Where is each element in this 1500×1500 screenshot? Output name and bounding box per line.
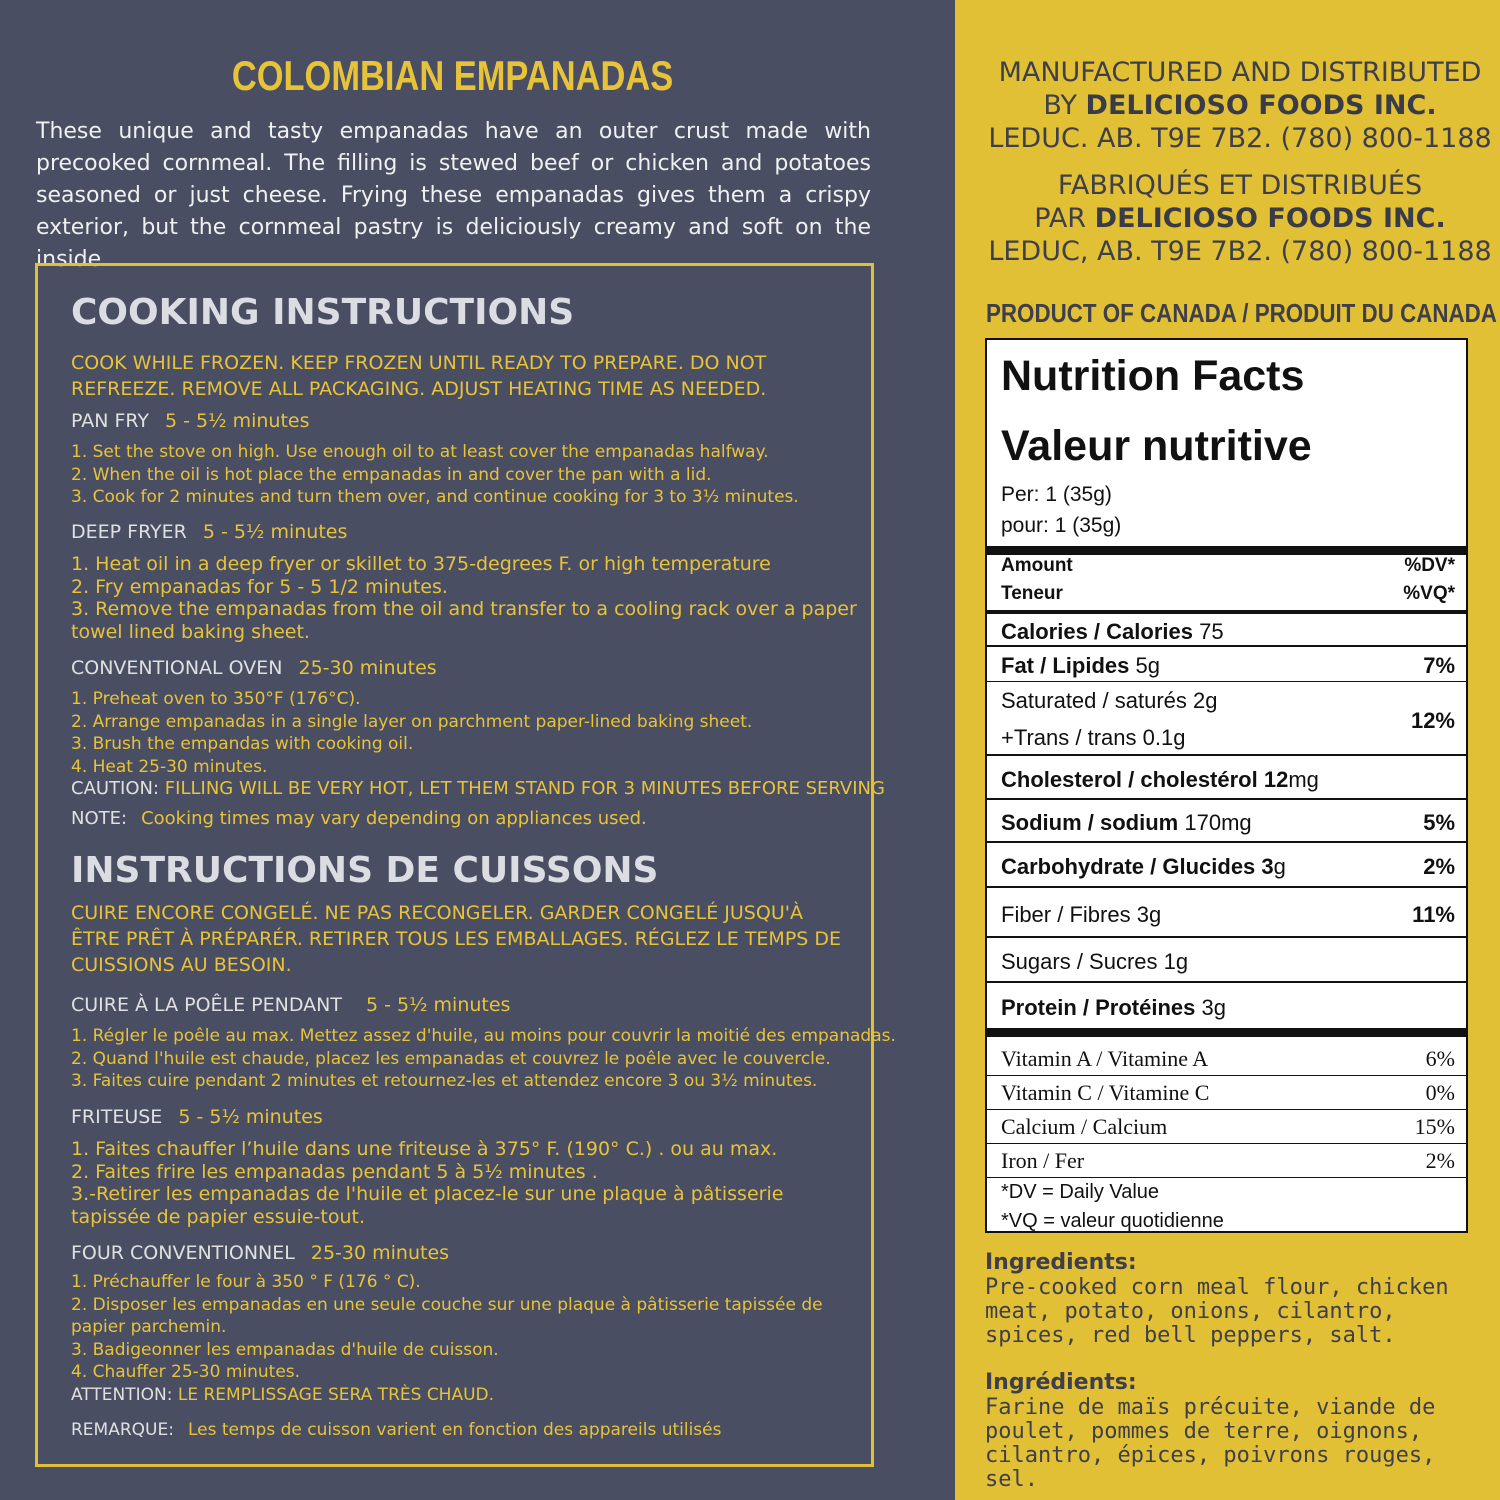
saturated-label: Saturated / saturés — [1001, 688, 1187, 713]
step: 2. Arrange empanadas in a single layer on parchment paper-lined baking sheet. — [71, 711, 753, 732]
friteuse-steps — [71, 1138, 861, 1228]
caps-line: ÊTRE PRÊT À PRÉPARÉR. RETIRER TOUS LES EMBALLAGES. RÉGLEZ LE TEMPS DE — [71, 928, 842, 950]
company-name: DELICIOSO FOODS INC. — [1085, 90, 1437, 121]
amount-header — [1001, 555, 1455, 577]
method-label: FRITEUSE — [71, 1106, 163, 1128]
fiber-dv: 11% — [1412, 902, 1455, 927]
footnote-dv: *DV = Daily Value — [1001, 1181, 1160, 1203]
trans-label: +Trans / trans — [1001, 725, 1137, 750]
cooking-instructions-heading: COOKING INSTRUCTIONS — [71, 292, 575, 333]
method-time: 5 - 5½ minutes — [165, 410, 310, 432]
product-title: COLOMBIAN EMPANADAS — [231, 52, 674, 99]
rule — [987, 681, 1466, 682]
teneur-label: Teneur — [1001, 583, 1063, 604]
sodium-label: Sodium / sodium — [1001, 810, 1179, 835]
rule — [987, 1143, 1466, 1144]
four-steps — [71, 1271, 861, 1406]
sugars-label: Sugars / Sucres — [1001, 949, 1158, 974]
fiber-row — [1001, 902, 1455, 928]
oven-heading — [71, 657, 437, 679]
calories-label: Calories / Calories — [1001, 619, 1193, 644]
saturated-dv: 12% — [1410, 708, 1455, 733]
cooking-instructions-caps — [71, 350, 861, 402]
caps-line: CUIRE ENCORE CONGELÉ. NE PAS RECONGELER. GARDER CONGELÉ JUSQU'À — [71, 902, 803, 924]
note-label: REMARQUE: — [71, 1420, 174, 1440]
step: 2. Faites frire les empanadas pendant 5 à 5½ minutes . — [71, 1160, 598, 1183]
carbohydrate-number: 3 — [1261, 854, 1274, 879]
serving-fr: pour: 1 (35g) — [1001, 514, 1122, 537]
step: 1. Heat oil in a deep fryer or skillet to 375-degrees F. or high temperature — [71, 553, 771, 575]
step: 3. Cook for 2 minutes and turn them over, and continue cooking for 3 to 3½ minutes. — [71, 487, 799, 507]
sodium-dv: 5% — [1423, 810, 1455, 835]
sugars-row — [1001, 949, 1455, 975]
step: 1. Preheat oven to 350°F (176°C). — [71, 689, 361, 709]
step: 4. Chauffer 25-30 minutes. — [71, 1362, 301, 1382]
manufacturer-fr — [985, 169, 1495, 268]
company-name: DELICIOSO FOODS INC. — [1094, 203, 1446, 234]
calories-row — [1001, 619, 1455, 645]
protein-value: 3g — [1201, 995, 1226, 1020]
method-time: 25-30 minutes — [310, 1242, 450, 1264]
mfg-address: LEDUC. AB. T9E 7B2. (780) 800-1188 — [988, 123, 1492, 154]
serving-en: Per: 1 (35g) — [1001, 483, 1112, 506]
dv-footnote — [1001, 1178, 1224, 1236]
note — [71, 808, 647, 829]
instructions-fr-heading: INSTRUCTIONS DE CUISSONS — [71, 850, 659, 891]
thick-rule — [987, 546, 1466, 555]
caution-text: LE REMPLISSAGE SERA TRÈS CHAUD. — [177, 1384, 495, 1405]
saturated-row — [1001, 688, 1455, 714]
fat-value: 5g — [1135, 653, 1160, 678]
rule — [987, 1109, 1466, 1110]
vitamin-name: Calcium / Calcium — [1001, 1114, 1168, 1139]
step: 3. Remove the empanadas from the oil and transfer to a cooling rack over a paper towel lined baking sheet. — [71, 598, 857, 643]
footnote-vq: *VQ = valeur quotidienne — [1001, 1210, 1224, 1232]
cooking-instructions-box — [35, 263, 896, 1467]
vitamin-name: Vitamin A / Vitamine A — [1001, 1046, 1209, 1071]
manufacturer-en — [985, 56, 1495, 155]
rule — [987, 841, 1466, 843]
vitamin-value: 0% — [1425, 1080, 1455, 1105]
method-time: 5 - 5½ minutes — [202, 521, 348, 543]
step: 3. Faites cuire pendant 2 minutes et retournez-les et attendez encore 3 ou 3½ minutes. — [71, 1071, 818, 1091]
step: 1. Set the stove on high. Use enough oil to at least cover the empanadas halfway. — [71, 442, 769, 462]
sodium-row — [1001, 810, 1455, 836]
caution-text: FILLING WILL BE VERY HOT, LET THEM STAND FOR 3 MINUTES BEFORE SERVING — [164, 778, 885, 799]
step: 3.-Retirer les empanadas de l'huile et placez-le sur une plaque à pâtisserie tapissée de papier essuie-tout. — [71, 1183, 784, 1228]
method-time: 25-30 minutes — [298, 657, 437, 679]
sugars-value: 1g — [1163, 949, 1189, 974]
ingredients-en: Pre-cooked corn meal flour, chicken meat, potato, onions, cilantro, spices, red bell peppers, salt. — [985, 1275, 1449, 1348]
method-label: FOUR CONVENTIONNEL — [71, 1242, 295, 1264]
friteuse-heading — [71, 1106, 323, 1128]
step: 2. Quand l'huile est chaude, placez les empanadas et couvrez le poêle avec le couvercle. — [71, 1048, 831, 1069]
mfg-by: PAR — [1034, 203, 1087, 234]
caps-line: CUISSIONS AU BESOIN. — [71, 954, 292, 976]
method-label: CUIRE À LA POÊLE PENDANT — [71, 994, 342, 1016]
caution-label: CAUTION: — [71, 778, 160, 799]
carbohydrate-dv: 2% — [1423, 854, 1455, 879]
note-text: Cooking times may vary depending on appliances used. — [141, 808, 647, 829]
product-description: These unique and tasty empanadas have an outer crust made with precooked cornmeal. The filling is stewed beef or chicken and potatoes seasoned or just cheese. Frying these empanadas gives them a crispy exterior, but the cornmeal pastry is deliciously creamy and soft on the inside — [36, 119, 871, 272]
four-heading — [71, 1242, 449, 1264]
pan-fry-heading — [71, 410, 310, 432]
fat-label: Fat / Lipides — [1001, 653, 1130, 678]
vitamin-name: Vitamin C / Vitamine C — [1001, 1080, 1210, 1105]
deep-fryer-heading — [71, 521, 347, 543]
cholesterol-unit: mg — [1288, 767, 1319, 792]
nutrition-title-en: Nutrition Facts — [1001, 352, 1305, 400]
carbohydrate-unit: g — [1273, 854, 1286, 879]
rule — [987, 1075, 1466, 1076]
vitamin-name: Iron / Fer — [1001, 1148, 1085, 1173]
fat-row — [1001, 653, 1455, 679]
method-time: 5 - 5½ minutes — [178, 1106, 323, 1128]
remarque — [71, 1420, 722, 1440]
nutrition-title-fr: Valeur nutritive — [1001, 422, 1312, 470]
method-label: CONVENTIONAL OVEN — [71, 657, 283, 679]
step: 3. Brush the empandas with cooking oil. — [71, 734, 414, 754]
poele-heading — [71, 994, 510, 1016]
vitamin-value: 6% — [1425, 1046, 1455, 1071]
mfg-line: FABRIQUÉS ET DISTRIBUÉS — [1057, 170, 1423, 201]
thick-rule — [987, 1028, 1466, 1037]
rule — [987, 886, 1466, 888]
carbohydrate-row — [1001, 854, 1455, 880]
sodium-value: 170mg — [1184, 810, 1252, 835]
saturated-value: 2g — [1193, 688, 1218, 713]
product-of-canada: PRODUCT OF CANADA / PRODUIT DU CANADA — [986, 298, 1497, 328]
ingredients-fr: Farine de maïs précuite, viande de poulet, pommes de terre, oignons, cilantro, épices, poivrons rouges, sel. — [985, 1395, 1436, 1492]
pan-fry-steps — [71, 441, 861, 509]
step: 2. When the oil is hot place the empanadas in and cover the pan with a lid. — [71, 464, 712, 485]
fat-dv: 7% — [1423, 653, 1455, 678]
vitamin-value: 15% — [1414, 1114, 1455, 1139]
instructions-fr-caps — [71, 900, 861, 978]
step: 2. Disposer les empanadas en une seule couche sur une plaque à pâtisserie tapissée de papier parchemin. — [71, 1294, 823, 1337]
medium-rule — [987, 610, 1466, 614]
step: 1. Régler le poêle au max. Mettez assez d'huile, au moins pour couvrir la moitié des empanadas. — [71, 1026, 896, 1046]
fiber-value: 3g — [1136, 902, 1162, 927]
mfg-address: LEDUC, AB. T9E 7B2. (780) 800-1188 — [988, 236, 1492, 267]
deep-fryer-steps — [71, 553, 861, 643]
amount-label: Amount — [1001, 555, 1073, 576]
vitamin-row — [1001, 1148, 1455, 1174]
caps-line: COOK WHILE FROZEN. KEEP FROZEN UNTIL READY TO PREPARE. DO NOT — [71, 352, 767, 374]
step: 3. Badigeonner les empanadas d'huile de cuisson. — [71, 1339, 499, 1360]
trans-row — [1001, 725, 1455, 751]
nutrition-facts-table — [985, 338, 1468, 1233]
dv-label: %DV* — [1404, 555, 1455, 576]
caps-line: REFREEZE. REMOVE ALL PACKAGING. ADJUST HEATING TIME AS NEEDED. — [71, 378, 767, 400]
poele-steps — [71, 1025, 896, 1093]
trans-value: 0.1g — [1142, 725, 1186, 750]
step: 1. Faites chauffer l’huile dans une friteuse à 375° F. (190° C.) . ou au max. — [71, 1138, 778, 1160]
vitamin-row — [1001, 1114, 1455, 1140]
method-time: 5 - 5½ minutes — [365, 994, 511, 1016]
cholesterol-row — [1001, 767, 1455, 793]
mfg-line: MANUFACTURED AND DISTRIBUTED — [998, 57, 1482, 88]
note-text: Les temps de cuisson varient en fonction des appareils utilisés — [187, 1420, 722, 1440]
vitamin-value: 2% — [1425, 1148, 1455, 1173]
rule — [987, 645, 1466, 647]
caution-label: ATTENTION: — [71, 1384, 173, 1405]
step: 4. Heat 25-30 minutes. — [71, 756, 268, 777]
method-label: DEEP FRYER — [71, 521, 187, 543]
cholesterol-label: Cholesterol / cholestérol — [1001, 767, 1258, 792]
mfg-by: BY — [1043, 90, 1077, 121]
method-label: PAN FRY — [71, 410, 150, 432]
ingredients-en-heading: Ingredients: — [985, 1250, 1137, 1275]
rule — [987, 754, 1466, 756]
cholesterol-number: 12 — [1263, 767, 1289, 792]
rule — [987, 798, 1466, 800]
rule — [987, 936, 1466, 938]
carbohydrate-label: Carbohydrate / Glucides — [1001, 854, 1256, 879]
protein-label: Protein / Protéines — [1001, 995, 1196, 1020]
rule — [987, 981, 1466, 983]
fiber-label: Fiber / Fibres — [1001, 902, 1131, 927]
ingredients-fr-heading: Ingrédients: — [985, 1370, 1137, 1395]
vitamin-row — [1001, 1080, 1455, 1106]
note-label: NOTE: — [71, 808, 128, 829]
vitamin-row — [1001, 1046, 1455, 1072]
step: 2. Fry empanadas for 5 - 5 1/2 minutes. — [71, 575, 448, 598]
teneur-header — [1001, 583, 1455, 605]
oven-steps — [71, 688, 885, 801]
vq-label: %VQ* — [1403, 583, 1455, 604]
protein-row — [1001, 995, 1455, 1021]
calories-value: 75 — [1199, 619, 1224, 644]
step: 1. Préchauffer le four à 350 ° F (176 ° C). — [71, 1272, 421, 1292]
